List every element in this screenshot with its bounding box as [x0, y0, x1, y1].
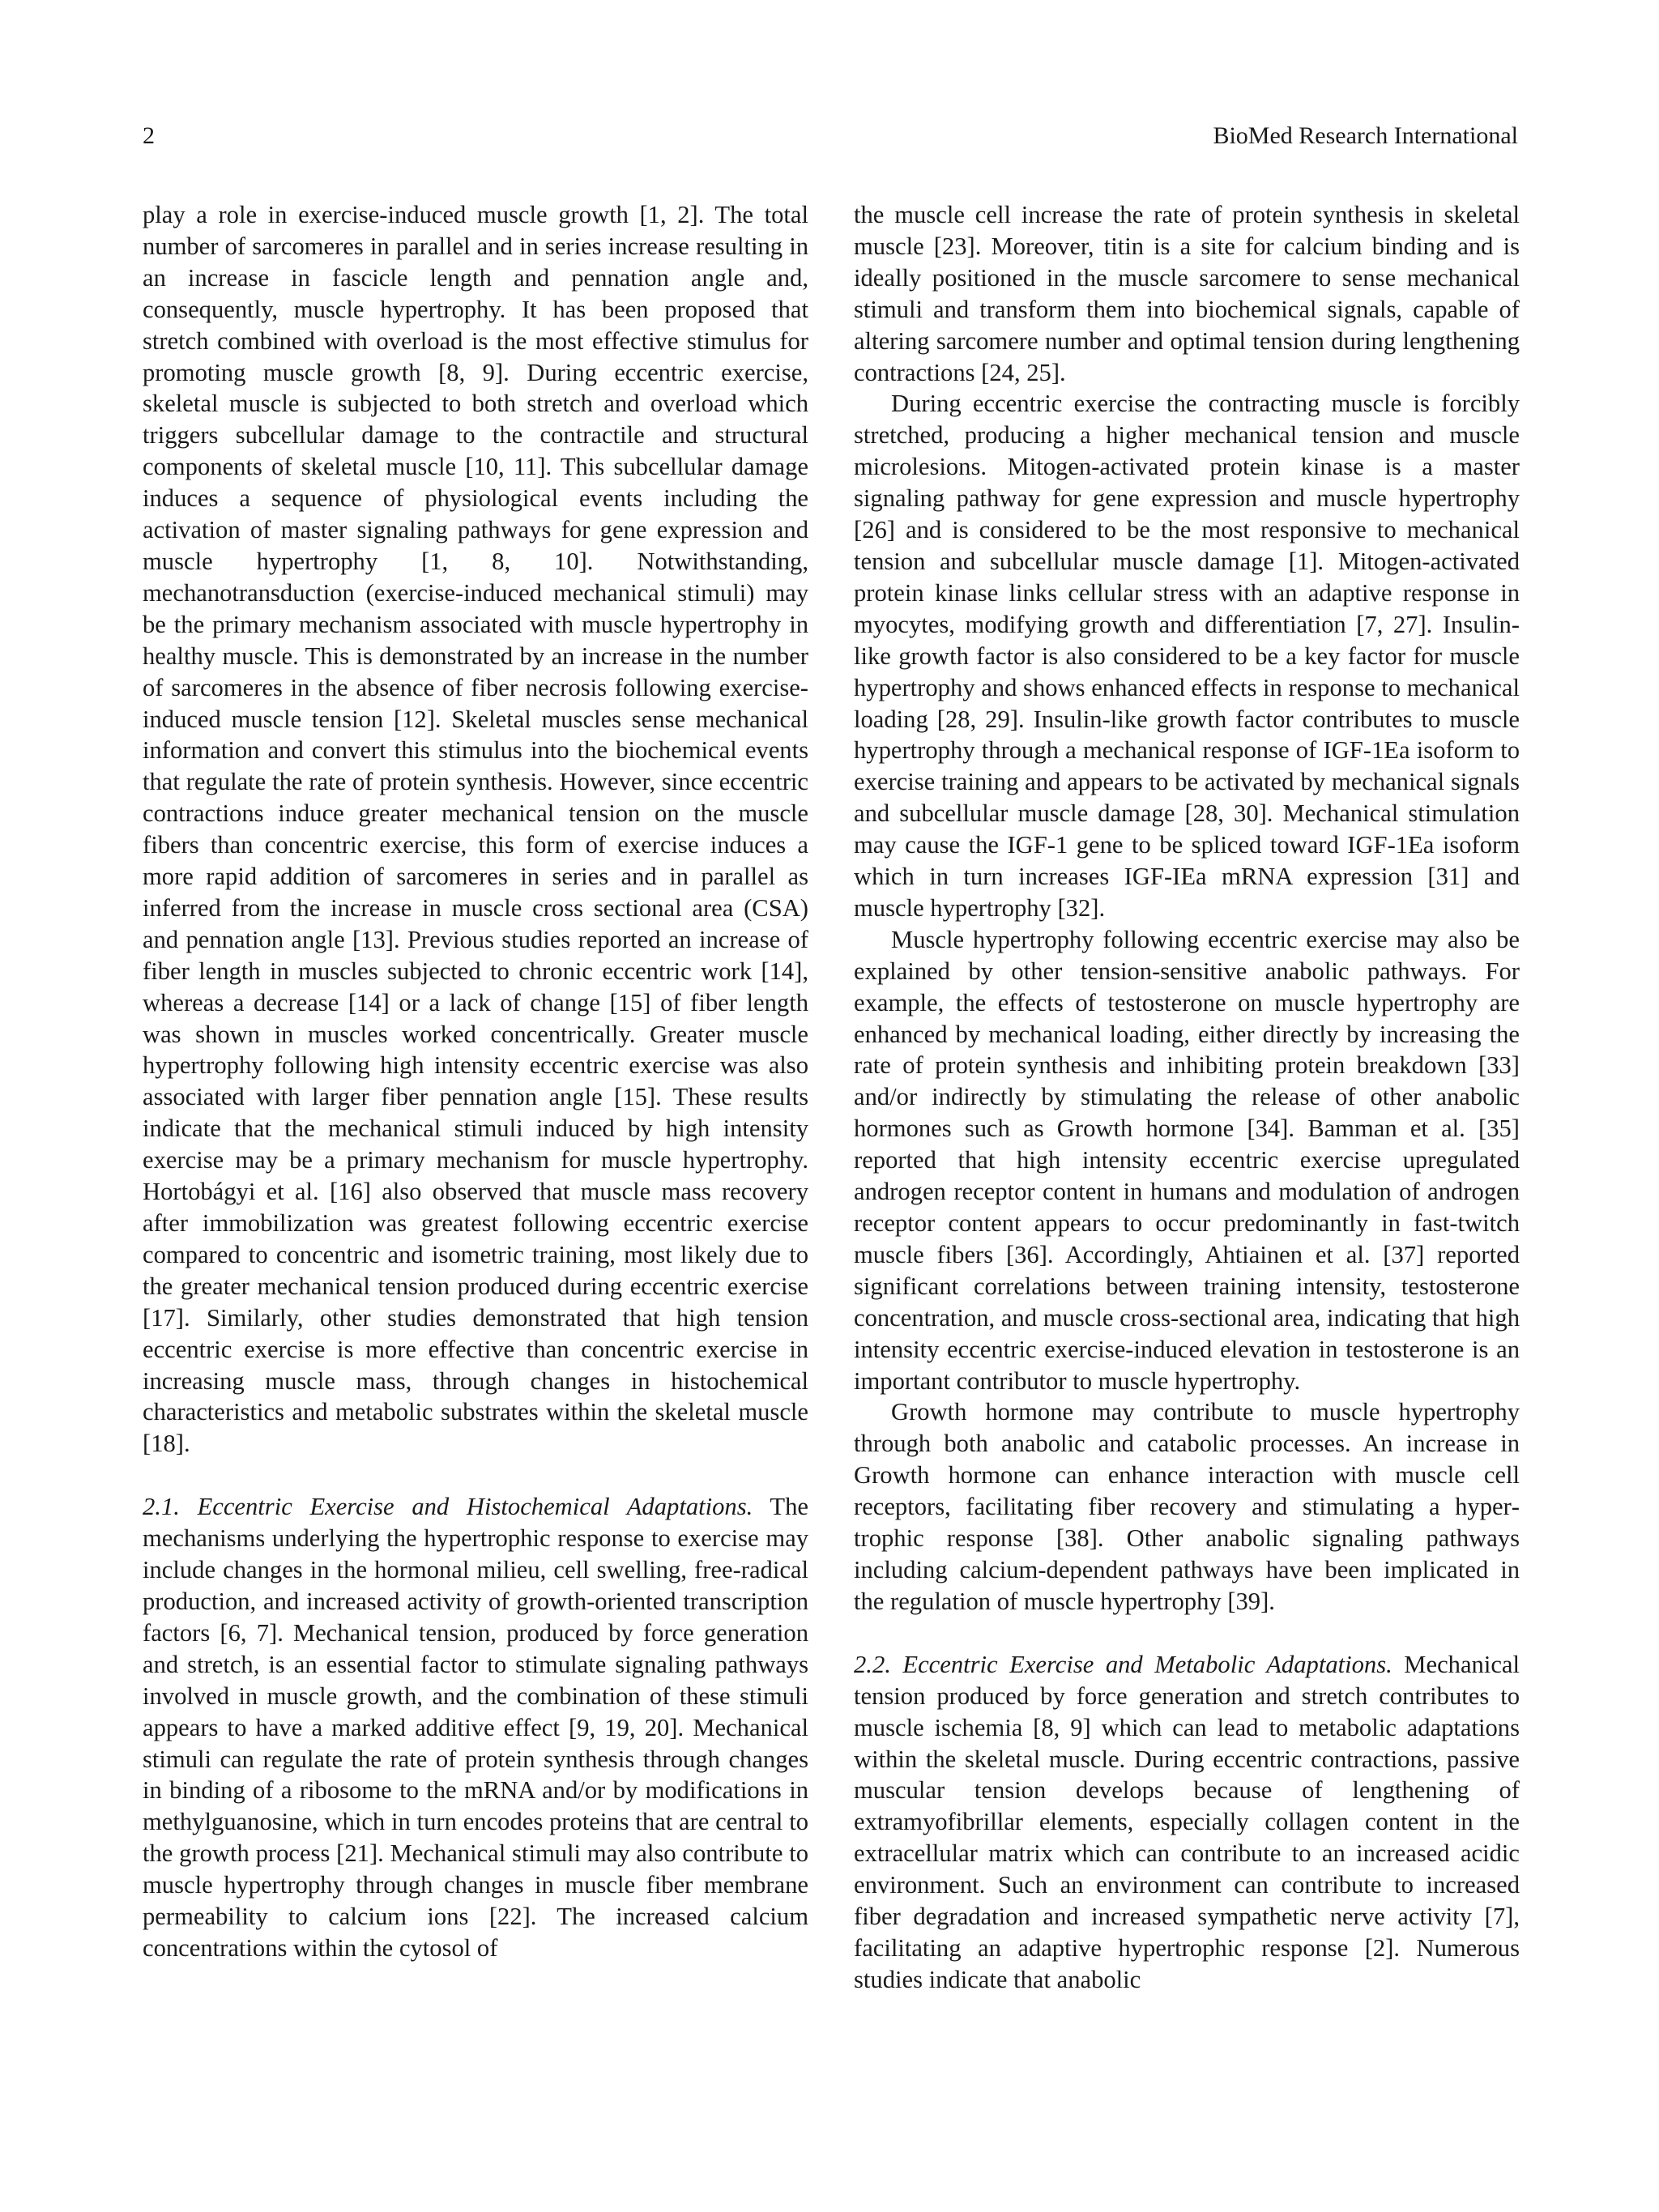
paragraph: During eccentric exercise the contracting muscle is forcibly stretched, producing a higher mechanical tension and muscle microlesions. Mitogen-activated protein kinase is a master signaling pathway for gene expression and muscle hypertrophy [26] and is considered to be the most responsive to mechanical tension and subcellular muscle damage [1]. Mitogen-activated protein kinase links cellular stress with an adaptive response in myocytes, modifying growth and differentiation [7, 27]. Insulin-like growth factor is also considered to be a key factor for muscle hypertrophy and shows enhanced effects in response to mechanical loading [28, 29]. Insulin-like growth factor contributes to muscle hypertrophy through a mechanical response of IGF-1Ea isoform to exercise training and appears to be activated by mechanical signals and subcellular muscle damage [28, 30]. Mechanical stimulation may cause the IGF-1 gene to be spliced toward IGF-1Ea isoform which in turn increases IGF-IEa mRNA expression [31] and muscle hypertrophy [32].	[854, 390, 1520, 922]
paragraph: play a role in exercise-induced muscle growth [1, 2]. The total number of sarcomeres in parallel and in series increase resulting in an increase in fascicle length and pennation angle and, consequently, muscle hypertrophy. It has been proposed that stretch combined with overload is the most effective stimulus for promoting muscle growth [8, 9]. During eccentric exercise, skeletal muscle is subjected to both stretch and overload which triggers subcellular damage to the contractile and structural components of skeletal muscle [10, 11]. This subcellular damage induces a sequence of physiological events including the activation of master signaling pathways for gene expression and muscle hypertrophy [1, 8, 10]. Notwithstanding, mechanotransduction (exercise-induced mechanical stimuli) may be the primary mechanism associated with muscle hypertrophy in healthy muscle. This is demonstrated by an increase in the number of sarcomeres in the absence of fiber necrosis following exercise-induced muscle tension [12]. Skeletal muscles sense mechanical information and convert this stimulus into the biochemical events that regulate the rate of protein synthesis. However, since eccentric contractions induce greater mechanical tension on the muscle fibers than concentric exercise, this form of exercise induces a more rapid addition of sarcomeres in series and in parallel as inferred from the increase in muscle cross sectional area (CSA) and pennation angle [13]. Previous studies reported an increase of fiber length in muscles subjected to chronic eccentric work [14], whereas a decrease [14] or a lack of change [15] of fiber length was shown in muscles worked concentrically. Greater muscle hypertrophy following high intensity eccentric exercise was also associated with larger fiber pennation angle [15]. These results indicate that the mechanical stimuli induced by high intensity exercise may be a primary mechanism for muscle hypertrophy. Hortobágyi et al. [16] also observed that muscle mass recovery after immobilization was greatest following eccentric exercise compared to concentric and isometric training, most likely due to the greater mechanical tension produced during eccentric exercise [17]. Similarly, other studies demonstrated that high tension eccentric exercise is more effective than concentric exercise in increasing muscle mass, through changes in histochemical characteristics and metabolic substrates within the skeletal muscle [18].	[143, 201, 808, 1458]
section-2-2-paragraph	[854, 1649, 1520, 1996]
left-column	[143, 199, 808, 1964]
journal-name: BioMed Research International	[1213, 122, 1518, 149]
right-column	[854, 199, 1520, 1996]
section-heading: 2.1. Eccentric Exercise and Histochemical Adaptations.	[143, 1493, 753, 1521]
paragraph: Growth hormone may contribute to muscle hypertrophy through both anabolic and catabolic processes. An increase in Growth hormone can enhance interaction with muscle cell receptors, facilitating fiber recovery and stimulating a hypertrophic response [38]. Other anabolic signaling pathways including calcium-dependent pathways have been implicated in the regulation of muscle hypertrophy [39].	[854, 1398, 1520, 1615]
running-header	[143, 118, 1518, 154]
page-number: 2	[143, 122, 155, 149]
section-2-1-paragraph	[143, 1491, 808, 1964]
paragraph: the muscle cell increase the rate of protein synthesis in skeletal muscle [23]. Moreover, titin is a site for calcium binding and is ideally positioned in the muscle sarcomere to sense mechanical stimuli and transform them into biochemical signals, capable of altering sarcomere number and optimal tension during lengthening contractions [24, 25].	[854, 201, 1520, 386]
section-heading: 2.2. Eccentric Exercise and Metabolic Adaptations.	[854, 1650, 1392, 1678]
paragraph-text: Mechanical tension produced by force generation and stretch contributes to muscle ischemia [8, 9] which can lead to metabolic adaptations within the skeletal muscle. During eccentric contractions, passive muscular tension develops because of lengthening of extramyofibrillar elements, especially collagen content in the extracellular matrix which can contribute to an increased acidic environment. Such an environment can contribute to increased fiber degradation and increased sympathetic nerve activity [7], facilitating an adaptive hypertrophic response [2]. Numerous studies indicate that anabolic	[854, 1650, 1520, 1993]
paragraph: Muscle hypertrophy following eccentric exercise may also be explained by other tension-sensitive anabolic pathways. For example, the effects of testosterone on muscle hypertrophy are enhanced by mechanical loading, either directly by increasing the rate of protein synthesis and inhibiting protein breakdown [33] and/or indirectly by stimulating the release of other anabolic hormones such as Growth hormone [34]. Bamman et al. [35] reported that high intensity eccentric exercise upregulated androgen receptor content in humans and modulation of androgen receptor content appears to occur predominantly in fast-twitch muscle fibers [36]. Accordingly, Ahtiainen et al. [37] reported significant correlations between training intensity, testosterone concentration, and muscle cross-sectional area, indicating that high intensity eccentric exercise-induced elevation in testosterone is an important contributor to muscle hypertrophy.	[854, 925, 1520, 1395]
paragraph-text: The mechanisms underlying the hypertrophic response to exercise may include changes in the hormonal milieu, cell swelling, free-radical production, and increased activity of growth-oriented transcription factors [6, 7]. Mechanical tension, produced by force generation and stretch, is an essential factor to stimulate signaling pathways involved in muscle growth, and the combination of these stimuli appears to have a marked additive effect [9, 19, 20]. Mechanical stimuli can regulate the rate of protein synthesis through changes in binding of a ribosome to the mRNA and/or by modifications in methylguanosine, which in turn encodes proteins that are central to the growth process [21]. Mechanical stimuli may also contribute to muscle hypertrophy through changes in muscle fiber membrane permeability to calcium ions [22]. The increased calcium concentrations within the cytosol of	[143, 1493, 808, 1962]
